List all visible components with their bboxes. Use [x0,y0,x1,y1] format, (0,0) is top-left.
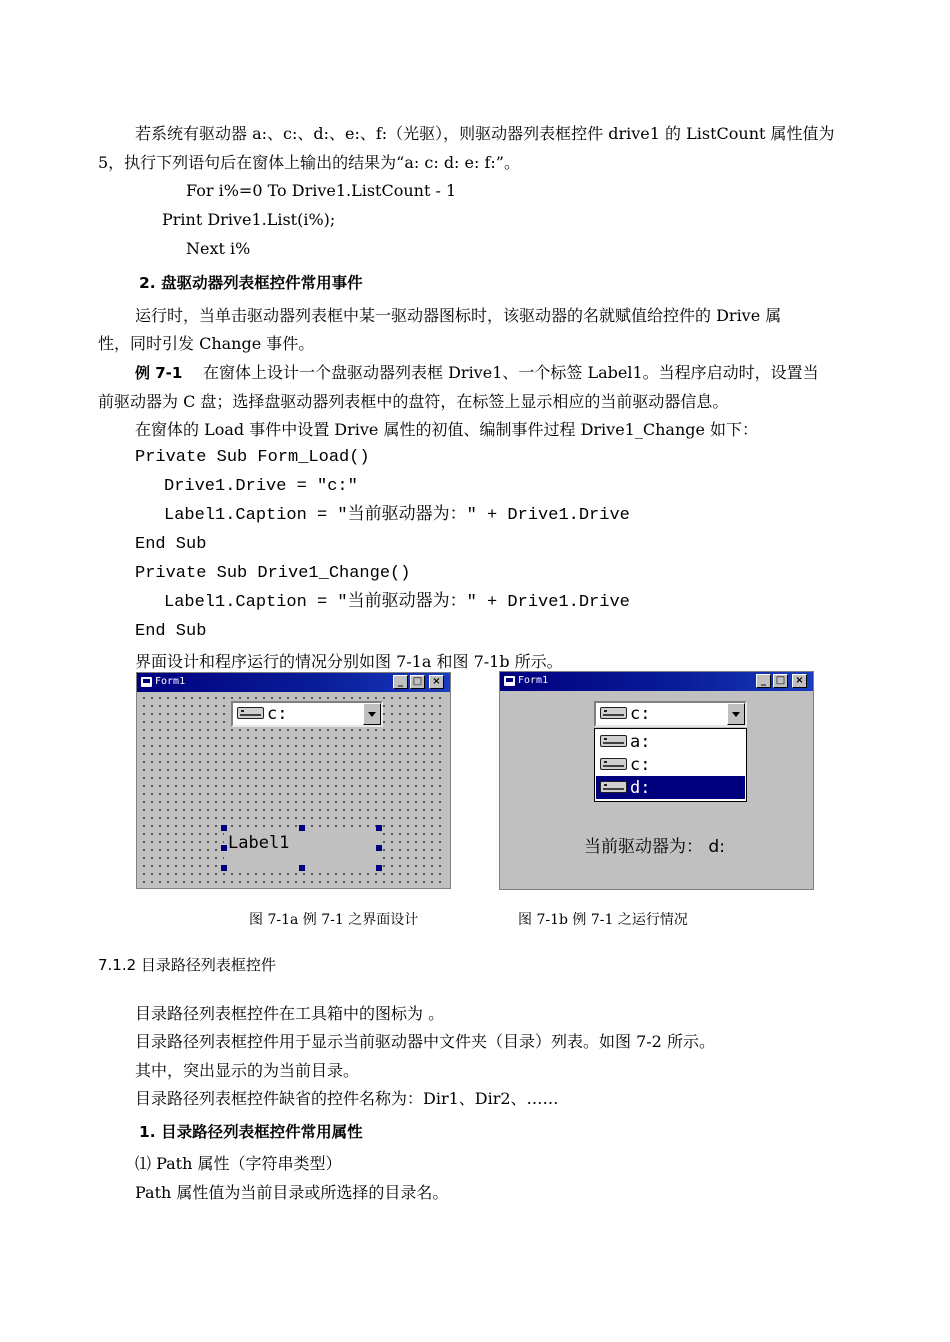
paragraph-drives-line2: 5，执行下列语句后在窗体上输出的结果为“a: c: d: e: f:”。 [98,153,520,172]
form-runtime-titlebar [500,672,813,691]
resize-handle[interactable] [221,845,227,851]
code-line: Label1.Caption = "当前驱动器为：" + Drive1.Drive [164,506,630,525]
form-icon [141,677,152,687]
label1-text: Label1 [228,833,290,853]
drive-item-label: c: [630,755,651,775]
heading-events: 2. 盘驱动器列表框控件常用事件 [139,274,363,292]
drive-item-a[interactable] [596,730,745,753]
drive-combo-runtime[interactable] [594,701,747,727]
close-button[interactable]: × [429,675,444,689]
paragraph-events-line1: 运行时，当单击驱动器列表框中某一驱动器图标时，该驱动器的名就赋值给控件的 Drive 属 [135,306,782,325]
caption-figure-b: 图 7-1b 例 7-1 之运行情况 [518,912,688,928]
code-line: End Sub [135,535,207,554]
resize-handle[interactable] [376,845,382,851]
section-line2: 目录路径列表框控件用于显示当前驱动器中文件夹（目录）列表。如图 7-2 所示。 [135,1032,715,1051]
code-line: End Sub [135,622,207,641]
example-line2: 前驱动器为 C 盘；选择盘驱动器列表框中的盘符，在标签上显示相应的当前驱动器信息。 [98,392,729,411]
loop-line-1: For i%=0 To Drive1.ListCount - 1 [186,181,457,200]
drive-item-d[interactable] [596,776,745,799]
close-button[interactable]: × [792,674,807,688]
current-drive-label: 当前驱动器为： d: [584,837,725,857]
form-icon [504,676,515,686]
drive-icon [600,707,627,719]
example-label: 例 7-1 [135,364,183,382]
resize-handle[interactable] [376,865,382,871]
section-line1: 目录路径列表框控件在工具箱中的图标为 。 [135,1004,445,1023]
maximize-button[interactable]: □ [773,674,788,688]
form-design-title: Form1 [155,676,186,687]
example-line1: 在窗体上设计一个盘驱动器列表框 Drive1、一个标签 Label1。当程序启动时，设置当 [203,363,819,382]
loop-line-2: Print Drive1.List(i%); [162,210,336,229]
code-line: Private Sub Form_Load() [135,448,370,467]
section-line4: 目录路径列表框控件缺省的控件名称为：Dir1、Dir2、…… [135,1089,559,1108]
chevron-down-icon[interactable] [363,703,381,725]
section-line3: 其中，突出显示的为当前目录。 [135,1061,360,1080]
resize-handle[interactable] [299,865,305,871]
code-line: Drive1.Drive = "c:" [164,477,358,496]
form-design-canvas [140,694,447,885]
maximize-button[interactable]: □ [410,675,425,689]
form-runtime-window [499,671,814,890]
section-heading: 7.1.2 目录路径列表框控件 [98,956,276,974]
resize-handle[interactable] [221,865,227,871]
figure-intro: 界面设计和程序运行的情况分别如图 7-1a 和图 7-1b 所示。 [135,652,563,671]
drive-icon [600,758,627,770]
example-line3: 在窗体的 Load 事件中设置 Drive 属性的初值、编制事件过程 Drive1_Change 如下： [135,420,759,439]
minimize-button[interactable]: _ [393,675,408,689]
form-runtime-canvas [503,693,810,886]
paragraph-events-line2: 性，同时引发 Change 事件。 [98,334,315,353]
paragraph-drives-line1: 若系统有驱动器 a:、c:、d:、e:、f:（光驱），则驱动器列表框控件 drive1 的 ListCount 属性值为 [135,124,835,143]
label1-control[interactable] [224,828,380,870]
resize-handle[interactable] [376,825,382,831]
minimize-button[interactable]: _ [756,674,771,688]
code-line: Private Sub Drive1_Change() [135,564,411,583]
drive-combo-value: c: [630,704,651,724]
form-design-window [136,672,451,889]
resize-handle[interactable] [221,825,227,831]
property-path-desc: Path 属性值为当前目录或所选择的目录名。 [135,1183,449,1202]
drive-icon [600,735,627,747]
drive-dropdown-list [594,728,747,802]
drive-item-c[interactable] [596,753,745,776]
property-path-title: ⑴ Path 属性（字符串类型） [135,1154,342,1173]
drive-combo-value: c: [267,704,288,724]
loop-line-3: Next i% [186,239,251,258]
form-runtime-title: Form1 [518,675,549,686]
form-design-titlebar [137,673,450,692]
drive-combo-design[interactable] [231,701,383,727]
drive-icon [237,707,264,719]
resize-handle[interactable] [299,825,305,831]
caption-figure-a: 图 7-1a 例 7-1 之界面设计 [249,912,419,928]
code-line: Label1.Caption = "当前驱动器为：" + Drive1.Drive [164,593,630,612]
heading-properties: 1. 目录路径列表框控件常用属性 [139,1123,363,1141]
chevron-down-icon[interactable] [727,703,745,725]
drive-item-label: d: [630,778,651,798]
drive-icon [600,781,627,793]
drive-item-label: a: [630,732,651,752]
